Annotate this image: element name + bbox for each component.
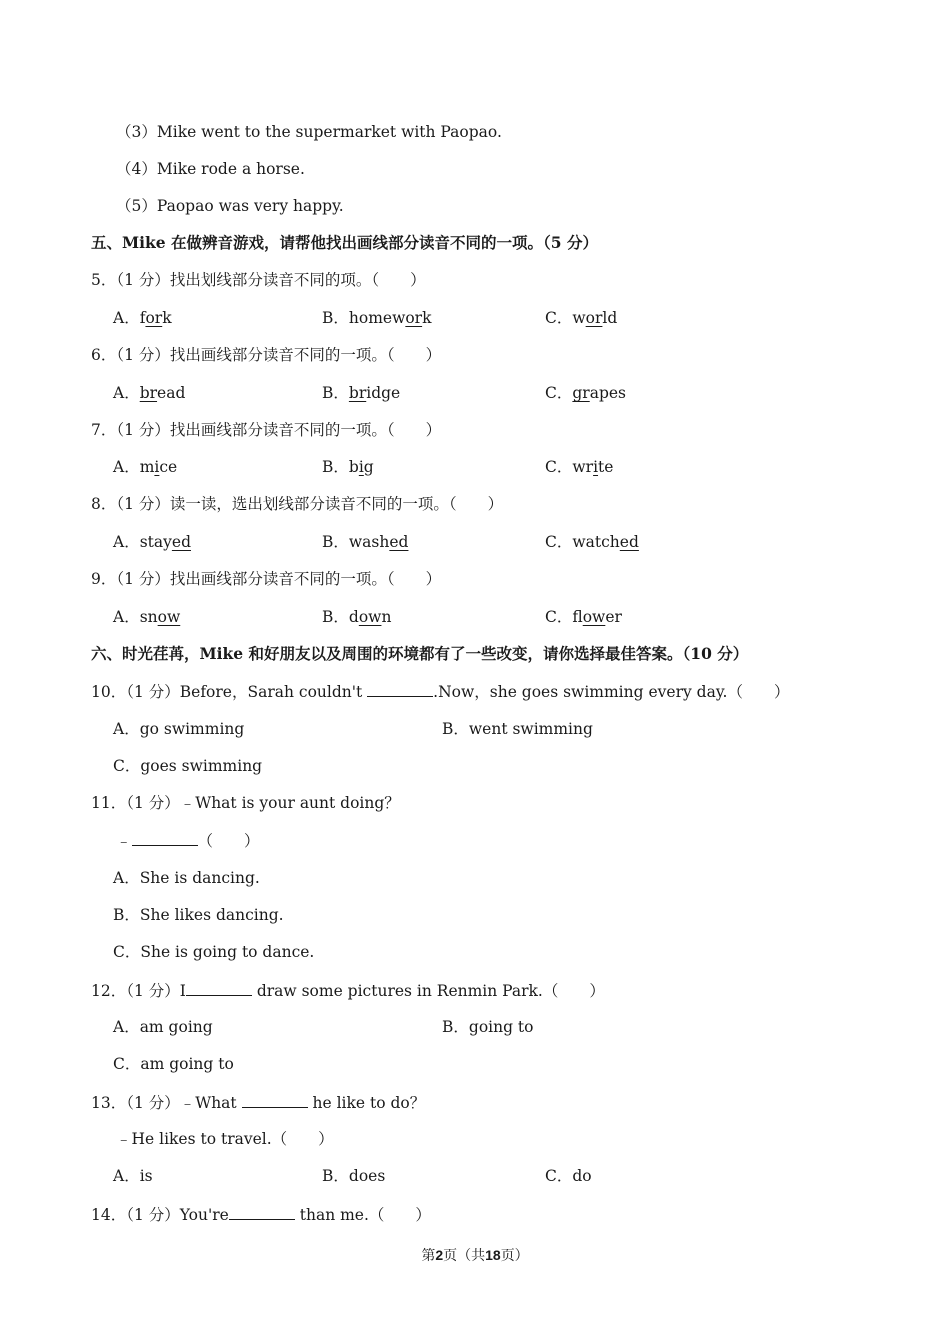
question-9-stem: 9．（1 分）找出画线部分读音不同的一项。（ ） [91,570,442,588]
question-7-option-b[interactable]: B．big [322,458,374,476]
question-11-option-a[interactable]: A．She is dancing. [113,869,260,887]
question-13-option-a[interactable]: A．is [113,1167,153,1185]
question-11-answer-line: ﹣ （ ） [116,832,260,850]
question-9-option-a[interactable]: A．snow [113,608,181,626]
question-9-option-c[interactable]: C．flower [545,608,622,626]
question-10-stem: 10．（1 分）Before，Sarah couldn't .Now，she goes swimming every day.（ ） [91,683,790,701]
question-7-stem: 7．（1 分）找出画线部分读音不同的一项。（ ） [91,421,442,439]
question-6-option-a[interactable]: A．bread [113,384,186,402]
answer-blank[interactable] [186,980,252,996]
question-8-stem: 8．（1 分）读一读，选出划线部分读音不同的一项。（ ） [91,495,504,513]
question-12-stem: 12．（1 分）I draw some pictures in Renmin Park.（ ） [91,982,605,1000]
question-10-option-a[interactable]: A．go swimming [113,720,245,738]
question-7-option-a[interactable]: A．mice [113,458,178,476]
question-13-option-b[interactable]: B．does [322,1167,386,1185]
question-12-option-c[interactable]: C．am going to [113,1055,234,1073]
question-6-option-b[interactable]: B．bridge [322,384,401,402]
question-13-option-c[interactable]: C．do [545,1167,592,1185]
question-11-stem: 11．（1 分）﹣What is your aunt doing？ [91,794,400,812]
answer-blank[interactable] [229,1204,295,1220]
question-5-option-c[interactable]: C．world [545,309,618,327]
question-8-option-c[interactable]: C．watched [545,533,639,551]
question-10-option-b[interactable]: B．went swimming [442,720,593,738]
statement-4: （4）Mike rode a horse. [116,160,305,178]
question-6-option-c[interactable]: C．grapes [545,384,627,402]
question-7-option-c[interactable]: C．write [545,458,614,476]
question-5-option-b[interactable]: B．homework [322,309,432,327]
question-5-option-a[interactable]: A．fork [113,309,172,327]
question-10-option-c[interactable]: C．goes swimming [113,757,263,775]
question-13-stem: 13．（1 分）﹣What he like to do？ [91,1094,426,1112]
question-8-option-a[interactable]: A．stayed [113,533,191,551]
question-12-option-a[interactable]: A．am going [113,1018,213,1036]
answer-blank[interactable] [132,830,198,846]
page-footer: 第2页（共18页） [421,1247,529,1264]
question-6-stem: 6．（1 分）找出画线部分读音不同的一项。（ ） [91,346,442,364]
statement-3: （3）Mike went to the supermarket with Paopao. [116,123,502,141]
question-11-option-c[interactable]: C．She is going to dance. [113,943,315,961]
question-5-stem: 5．（1 分）找出划线部分读音不同的项。（ ） [91,271,426,289]
question-12-option-b[interactable]: B．going to [442,1018,534,1036]
question-13-reply: ﹣He likes to travel.（ ） [116,1130,334,1148]
question-11-option-b[interactable]: B．She likes dancing. [113,906,284,924]
answer-blank[interactable] [242,1092,308,1108]
answer-blank[interactable] [367,681,433,697]
section-6-heading: 六、时光荏苒，Mike 和好朋友以及周围的环境都有了一些改变，请你选择最佳答案。（10 分） [91,644,749,663]
statement-5: （5）Paopao was very happy. [116,197,344,215]
question-14-stem: 14．（1 分）You're than me.（ ） [91,1206,431,1224]
section-5-heading: 五、Mike 在做辨音游戏，请帮他找出画线部分读音不同的一项。（5 分） [91,233,598,252]
question-9-option-b[interactable]: B．down [322,608,392,626]
question-8-option-b[interactable]: B．washed [322,533,409,551]
